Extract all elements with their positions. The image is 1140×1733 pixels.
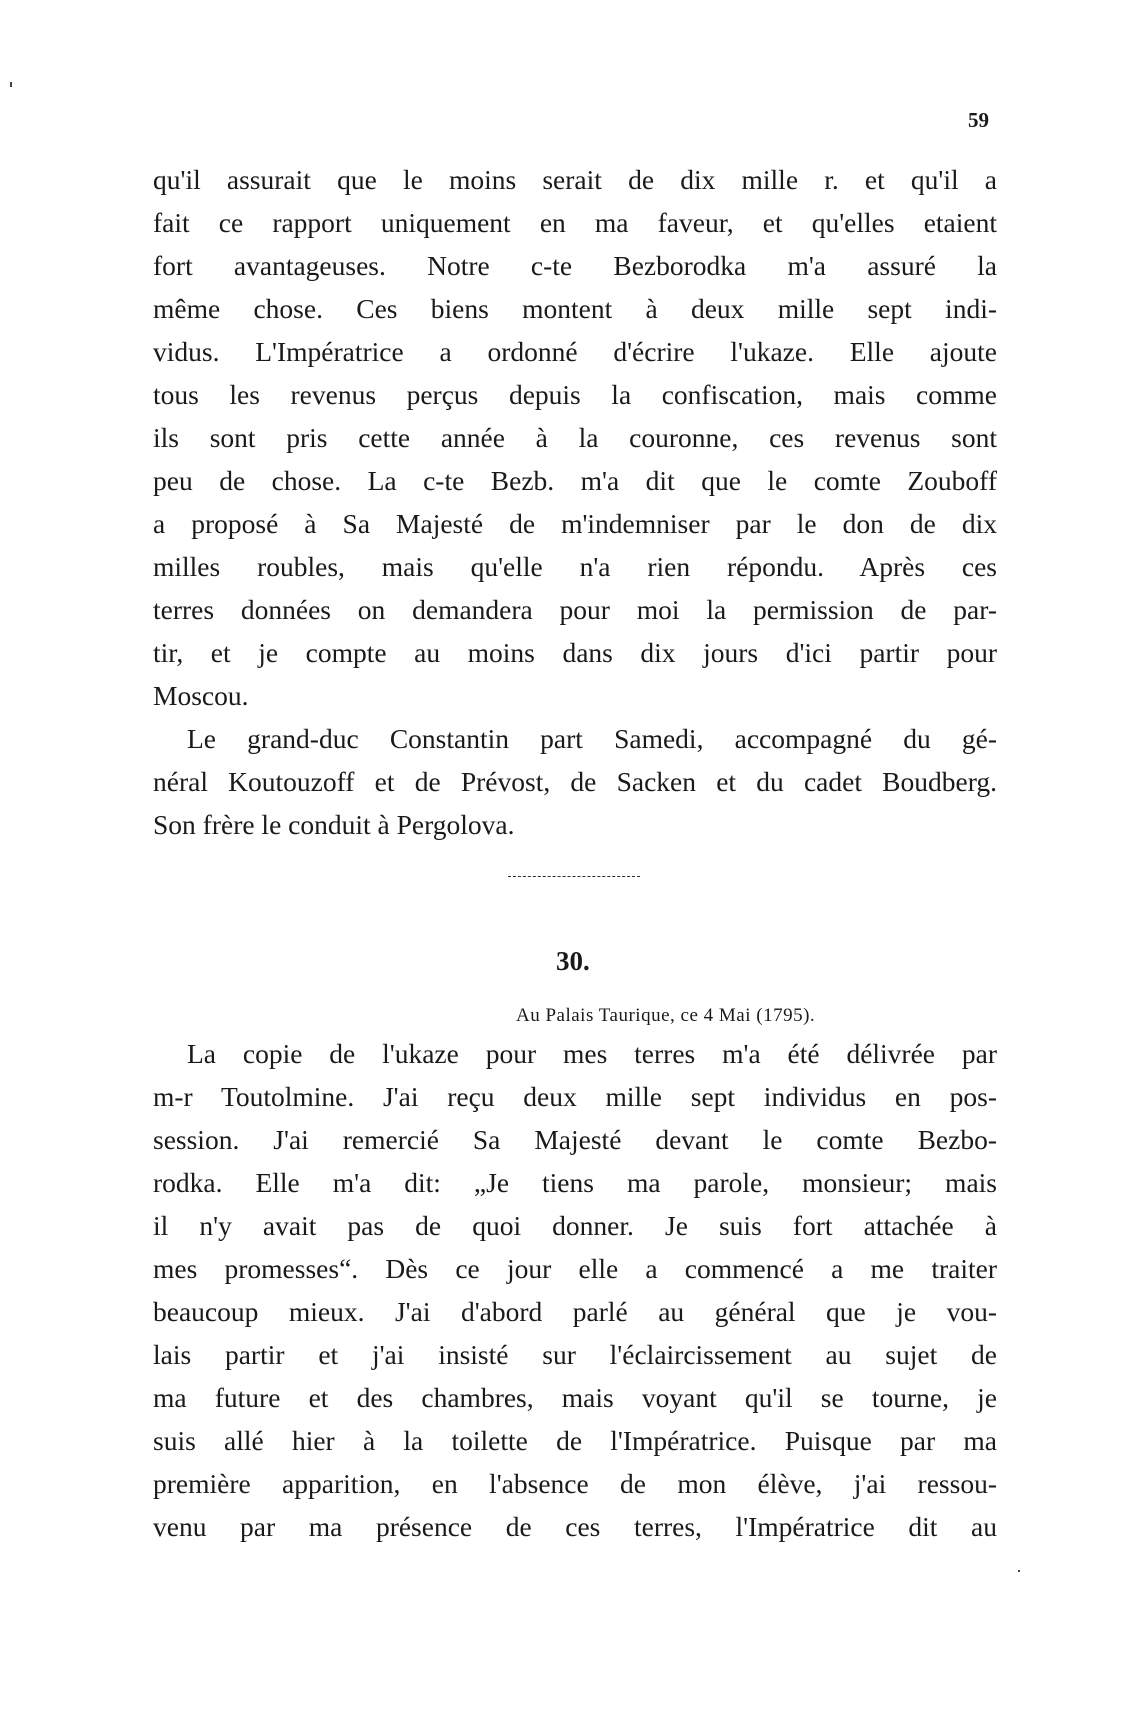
text-line: néral Koutouzoff et de Prévost, de Sacken et du cadet Boudberg. (153, 766, 997, 797)
text-line: tir, et je compte au moins dans dix jours d'ici partir pour (153, 637, 997, 668)
text-line: il n'y avait pas de quoi donner. Je suis fort attachée à (153, 1210, 997, 1241)
text-line: Moscou. (153, 680, 249, 711)
text-line: m-r Toutolmine. J'ai reçu deux mille sept individus en pos- (153, 1081, 997, 1112)
text-line: tous les revenus perçus depuis la confiscation, mais comme (153, 379, 997, 410)
text-line: ils sont pris cette année à la couronne, ces revenus sont (153, 422, 997, 453)
text-line: vidus. L'Impératrice a ordonné d'écrire l'ukaze. Elle ajoute (153, 336, 997, 367)
text-line: beaucoup mieux. J'ai d'abord parlé au général que je vou- (153, 1296, 997, 1327)
text-line: qu'il assurait que le moins serait de dix mille r. et qu'il a (153, 164, 997, 195)
page-number: 59 (968, 108, 989, 132)
text-line: rodka. Elle m'a dit: „Je tiens ma parole, monsieur; mais (153, 1167, 997, 1198)
text-line: milles roubles, mais qu'elle n'a rien répondu. Après ces (153, 551, 997, 582)
letter-dateline: Au Palais Taurique, ce 4 Mai (1795). (516, 1005, 816, 1026)
text-line: Le grand-duc Constantin part Samedi, accompagné du gé- (187, 723, 997, 754)
text-line: même chose. Ces biens montent à deux mille sept indi- (153, 293, 997, 324)
text-line: ma future et des chambres, mais voyant qu'il se tourne, je (153, 1382, 997, 1413)
text-line: a proposé à Sa Majesté de m'indemniser par le don de dix (153, 508, 997, 539)
text-line: peu de chose. La c-te Bezb. m'a dit que le comte Zouboff (153, 465, 997, 496)
text-line: lais partir et j'ai insisté sur l'éclaircissement au sujet de (153, 1339, 997, 1370)
text-line: Son frère le conduit à Pergolova. (153, 809, 515, 840)
section-number: 30. (556, 946, 590, 976)
text-line: fait ce rapport uniquement en ma faveur, et qu'elles etaient (153, 207, 997, 238)
text-line: La copie de l'ukaze pour mes terres m'a été délivrée par (187, 1038, 997, 1069)
text-line: venu par ma présence de ces terres, l'Impératrice dit au (153, 1511, 997, 1542)
text-line: terres données on demandera pour moi la permission de par- (153, 594, 997, 625)
scan-speck (1018, 1570, 1020, 1572)
text-line: première apparition, en l'absence de mon élève, j'ai ressou- (153, 1468, 997, 1499)
scan-speck (10, 82, 12, 87)
section-divider (508, 876, 640, 877)
text-line: session. J'ai remercié Sa Majesté devant le comte Bezbo- (153, 1124, 997, 1155)
text-line: suis allé hier à la toilette de l'Impératrice. Puisque par ma (153, 1425, 997, 1456)
text-line: mes promesses“. Dès ce jour elle a commencé a me traiter (153, 1253, 997, 1284)
text-line: fort avantageuses. Notre c-te Bezborodka m'a assuré la (153, 250, 997, 281)
